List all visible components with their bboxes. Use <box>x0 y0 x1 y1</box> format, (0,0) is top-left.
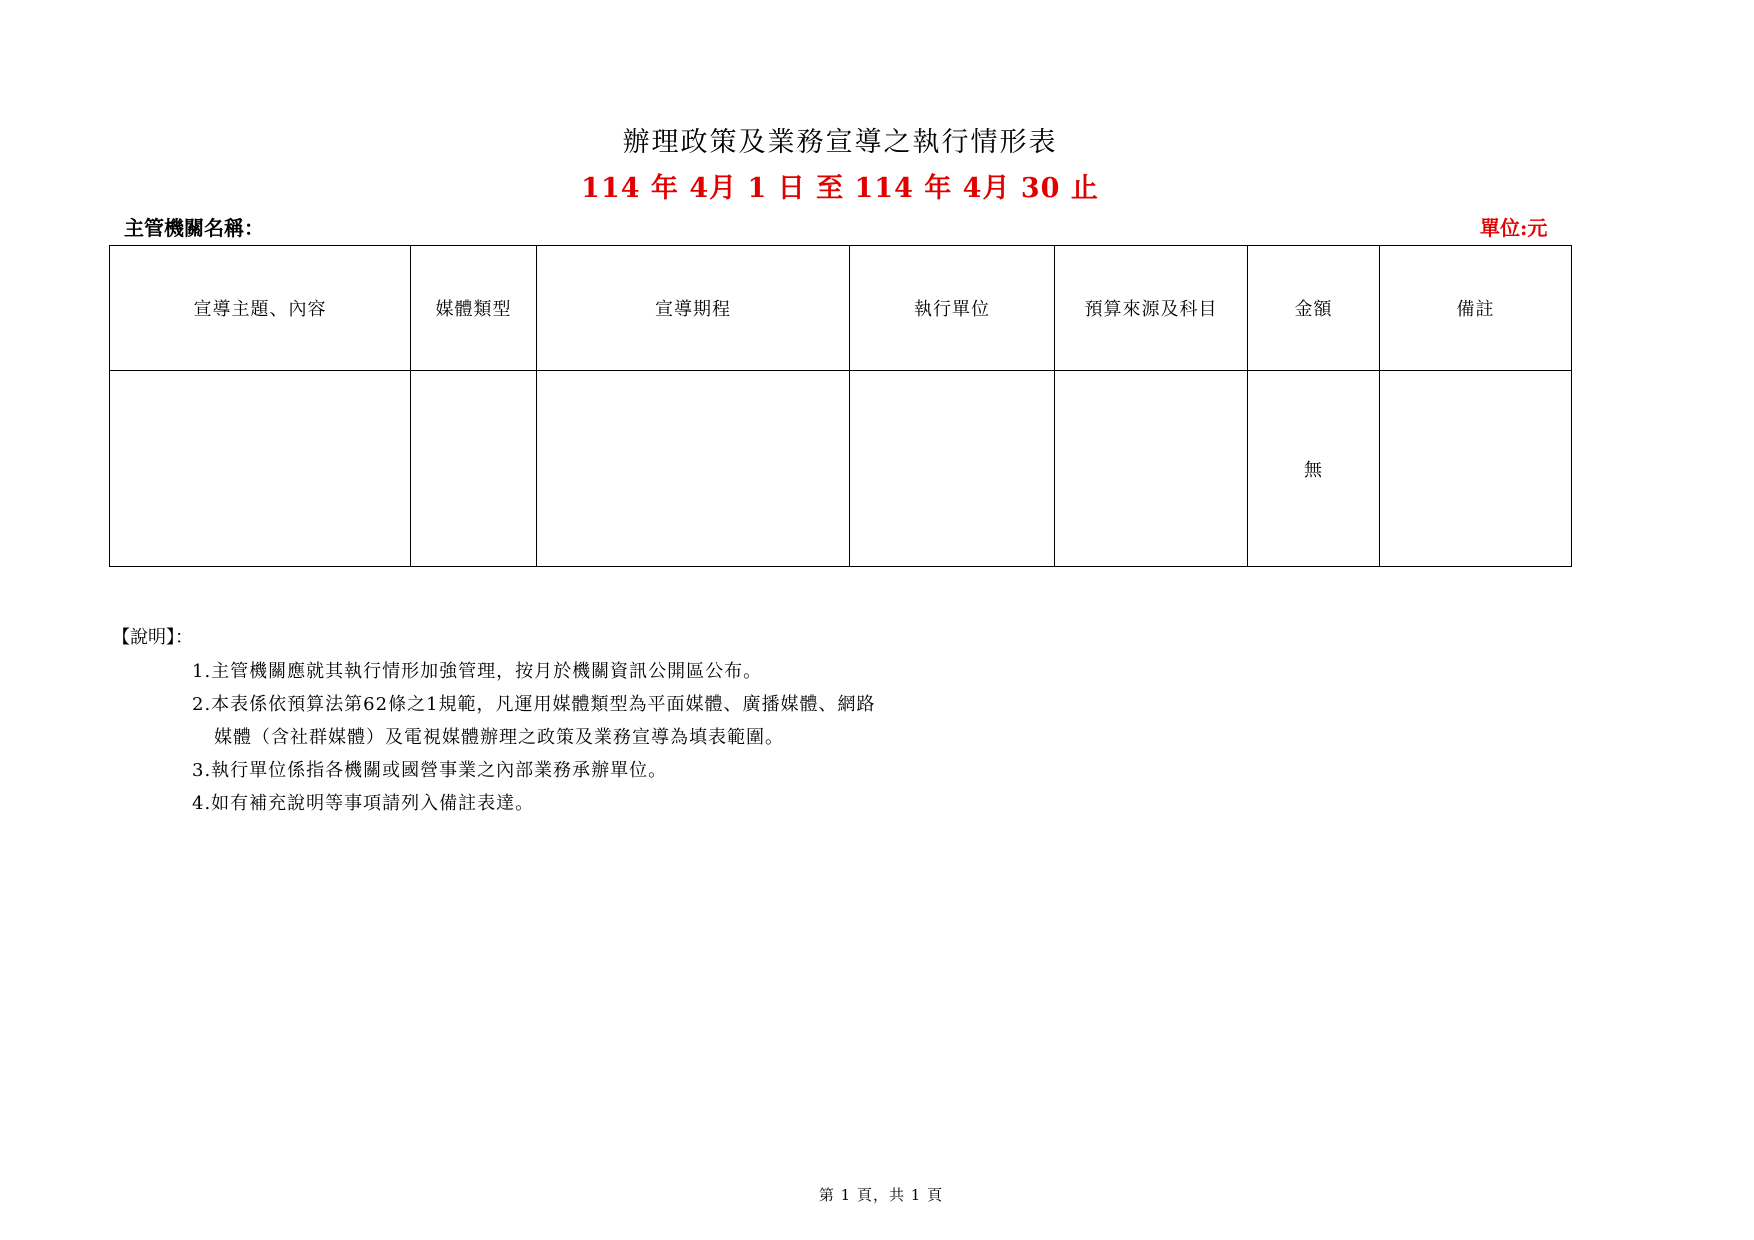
list-item: 4.如有補充說明等事項請列入備註表達。 <box>192 793 535 814</box>
notes-heading: 【說明】： <box>112 627 193 648</box>
reporting-period: 114 年 4月 1 日 至 114 年 4月 30 止 <box>581 173 1099 204</box>
header-remarks: 備註 <box>1380 246 1572 371</box>
table-header-row <box>110 246 1572 371</box>
agency-name-label: 主管機關名稱： <box>124 216 264 240</box>
cell-topic <box>110 371 411 567</box>
notes-list <box>192 655 876 820</box>
list-item: 1.主管機關應就其執行情形加強管理，按月於機關資訊公開區公布。 <box>192 661 763 682</box>
table-row <box>110 371 1572 567</box>
header-executing-unit: 執行單位 <box>850 246 1055 371</box>
cell-amount: 無 <box>1248 371 1380 567</box>
execution-table <box>109 245 1572 567</box>
header-schedule: 宣導期程 <box>537 246 850 371</box>
header-budget-source: 預算來源及科目 <box>1055 246 1248 371</box>
list-item: 2.本表係依預算法第62條之1規範，凡運用媒體類型為平面媒體、廣播媒體、網路 <box>192 694 876 715</box>
header-media-type: 媒體類型 <box>411 246 537 371</box>
currency-unit-label: 單位:元 <box>1480 216 1548 240</box>
list-item-continuation: 媒體（含社群媒體）及電視媒體辦理之政策及業務宣導為填表範圍。 <box>214 727 784 748</box>
header-topic: 宣導主題、內容 <box>110 246 411 371</box>
header-amount: 金額 <box>1248 246 1380 371</box>
cell-media-type <box>411 371 537 567</box>
document-title: 辦理政策及業務宣導之執行情形表 <box>622 127 1058 158</box>
cell-schedule <box>537 371 850 567</box>
cell-executing-unit <box>850 371 1055 567</box>
list-item <box>192 721 876 754</box>
cell-budget-source <box>1055 371 1248 567</box>
cell-remarks <box>1380 371 1572 567</box>
page-footer: 第 1 頁，共 1 頁 <box>818 1186 944 1204</box>
list-item: 3.執行單位係指各機關或國營事業之內部業務承辦單位。 <box>192 760 668 781</box>
